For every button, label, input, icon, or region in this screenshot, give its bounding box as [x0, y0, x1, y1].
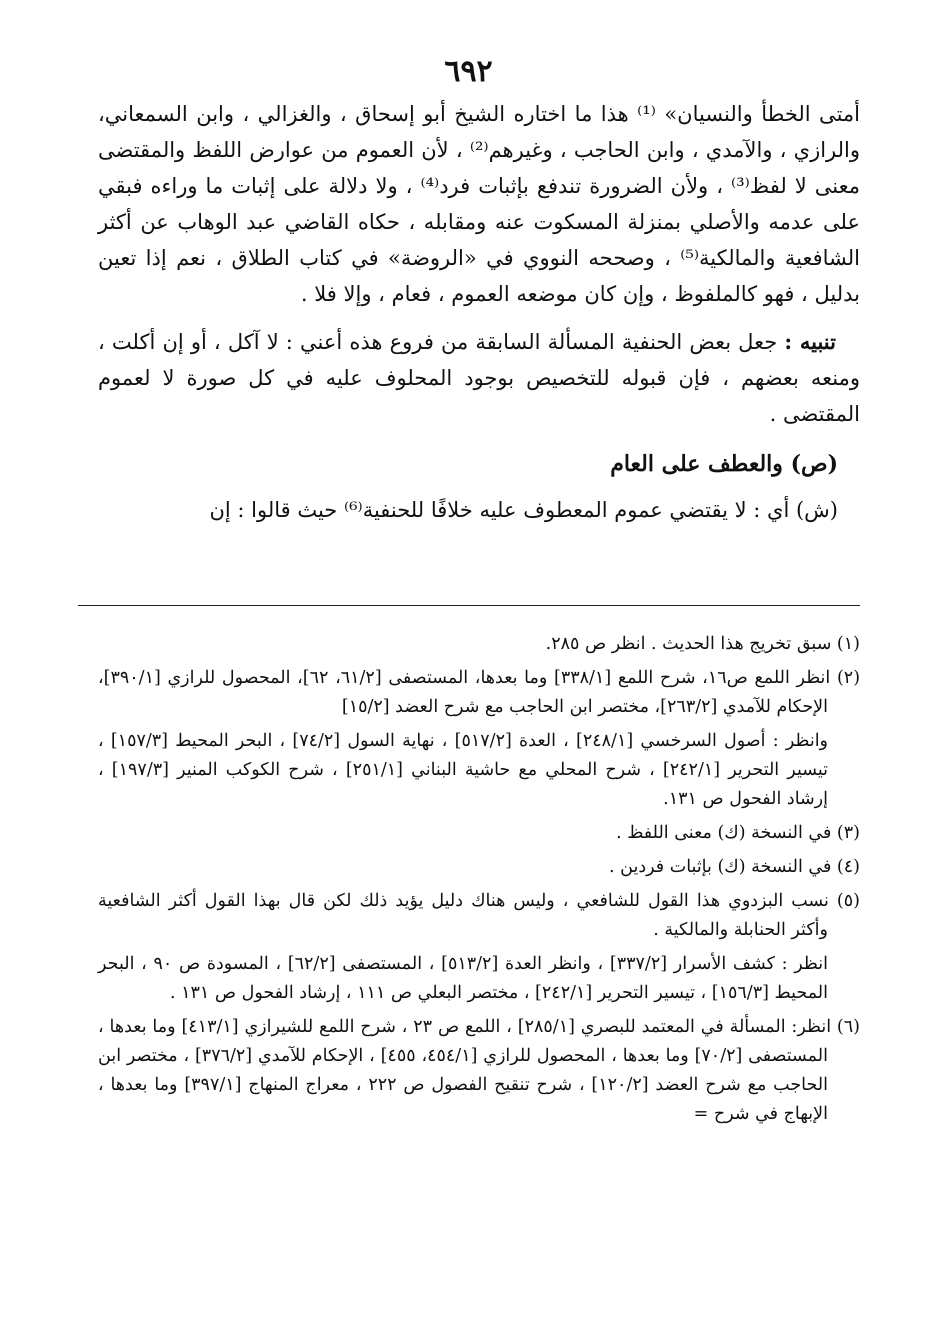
footnote-2: (٢) انظر اللمع ص١٦، شرح اللمع [٣٣٨/١] وما بعدها، المستصفى [٦١/٢، ٦٢]، المحصول للرازي [٣٩٠/١]، الإحكام للآمدي [٢٦٣/٢]، مختصر ابن الحاجب مع شرح العضد [١٥/٢]	[98, 668, 861, 717]
footnote-2-continuation: وانظر : أصول السرخسي [٢٤٨/١] ، العدة [٥١٧/٢] ، نهاية السول [٧٤/٢] ، البحر المحيط [١٥٧/٣] ، تيسير التحرير [٢٤٢/١] ، شرح المحلي مع حاشية البناني [٢٥١/١] ، شرح الكوكب المنير [١٩٧/٣] ، إرشاد الفحول ص ١٣١.	[98, 731, 829, 809]
footnote-1: (١) سبق تخريج هذا الحديث . انظر ص ٢٨٥.	[545, 634, 860, 654]
footnote-4: (٤) في النسخة (ك) بإثبات فردين .	[609, 857, 860, 877]
page-number: ٦٩٢	[444, 54, 493, 89]
notice-text: جعل بعض الحنفية المسألة السابقة من فروع هذه أعني : لا آكل ، أو إن أكلت ، ومنعه بعضهم ، فإن قبوله للتخصيص بوجود المحلوف عليه في كل صورة لا لعموم المقتضى .	[98, 330, 860, 426]
footnote-divider	[78, 605, 860, 606]
commentary-paragraph: (ش) أي : لا يقتضي عموم المعطوف عليه خلافًا للحنفية⁽⁶⁾ حيث قالوا : إن	[209, 498, 838, 522]
section-heading: (ص) والعطف على العام	[610, 451, 838, 477]
notice-label: تنبيه :	[784, 329, 836, 354]
footnote-3: (٣) في النسخة (ك) معنى اللفظ .	[616, 823, 860, 843]
footnote-5-continuation: انظر : كشف الأسرار [٣٣٧/٢] ، وانظر العدة [٥١٣/٢] ، المستصفى [٦٢/٢] ، المسودة ص ٩٠ ، البحر المحيط [١٥٦/٣] ، تيسير التحرير [٢٤٢/١] ، مختصر البعلي ص ١١١ ، إرشاد الفحول ص ١٣١ .	[98, 954, 828, 1003]
main-text	[98, 96, 860, 528]
footnotes	[98, 630, 860, 1134]
notice-paragraph	[98, 324, 860, 432]
footnote-6: (٦) انظر: المسألة في المعتمد للبصري [٢٨٥/١] ، اللمع ص ٢٣ ، شرح اللمع للشيرازي [٤١٣/١] وما بعدها ، المستصفى [٧٠/٢] وما بعدها ، المحصول للرازي [٤٥٤/١، ٤٥٥] ، الإحكام للآمدي [٣٧٦/٢] ، مختصر ابن الحاجب مع شرح العضد [١٢٠/٢] ، شرح تنقيح الفصول ص ٢٢٢ ، معراج المنهاج [٣٩٧/١] وما بعدها ، الإبهاج في شرح =	[98, 1017, 860, 1124]
main-paragraph: أمتى الخطأ والنسيان» ⁽¹⁾ هذا ما اختاره الشيخ أبو إسحاق ، والغزالي ، وابن السمعاني، والرازي ، والآمدي ، وابن الحاجب ، وغيرهم⁽²⁾ ، لأن العموم من عوارض اللفظ والمقتضى معنى لا لفظ⁽³⁾ ، ولأن الضرورة تندفع بإثبات فرد⁽⁴⁾ ، ولا دلالة على إثبات ما وراءه فبقي على عدمه والأصلي بمنزلة المسكوت عنه ومقابله ، حكاه القاضي عبد الوهاب عن أكثر الشافعية والمالكية⁽⁵⁾ ، وصححه النووي في «الروضة» في كتاب الطلاق ، نعم إذا تعين بدليل ، فهو كالملفوظ ، وإن كان موضعه العموم ، فعام ، وإلا فلا .	[98, 102, 861, 306]
footnote-5: (٥) نسب البزدوي هذا القول للشافعي ، وليس هناك دليل يؤيد ذلك لكن قال بهذا القول أكثر الشافعية وأكثر الحنابلة والمالكية .	[98, 891, 860, 940]
